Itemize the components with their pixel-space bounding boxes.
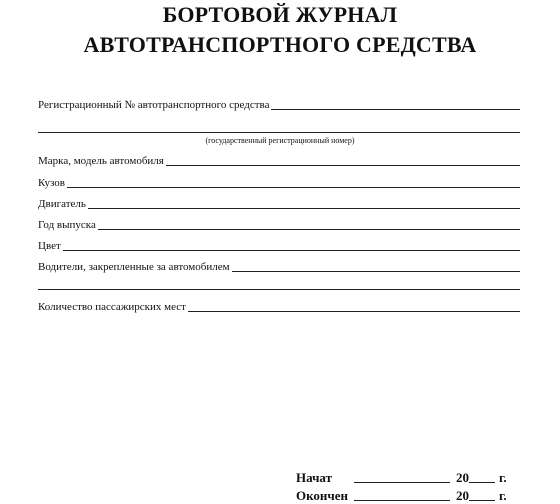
- drivers-blank-2[interactable]: [38, 289, 520, 290]
- seats-blank[interactable]: [188, 299, 520, 312]
- journal-title-line2: АВТОТРАНСПОРТНОГО СРЕДСТВА: [83, 32, 477, 57]
- year-blank[interactable]: [98, 217, 520, 230]
- color-blank[interactable]: [63, 238, 520, 251]
- field-color: [38, 237, 520, 253]
- field-body: [38, 174, 520, 190]
- date-started-blank[interactable]: [354, 469, 450, 483]
- drivers-label: Водители, закрепленные за автомобилем: [38, 261, 230, 273]
- reg-number-blank-2[interactable]: [38, 132, 520, 133]
- reg-number-label: Регистрационный № автотранспортного средства: [38, 99, 270, 111]
- field-seats: [38, 298, 520, 314]
- reg-number-blank[interactable]: [271, 97, 520, 110]
- reg-number-hint: (государственный регистрационный номер): [205, 136, 355, 145]
- make-model-label: Марка, модель автомобиля: [38, 155, 164, 167]
- drivers-blank[interactable]: [232, 259, 520, 272]
- date-finished-year-prefix: 20: [456, 488, 469, 503]
- date-finished-row: [296, 487, 536, 503]
- body-blank[interactable]: [67, 175, 520, 188]
- engine-blank[interactable]: [88, 196, 520, 209]
- date-started-year-prefix: 20: [456, 470, 469, 485]
- date-started-row: [296, 469, 536, 485]
- date-finished-year-suffix: г.: [499, 488, 507, 503]
- date-started-year-blank[interactable]: [469, 469, 495, 483]
- color-label: Цвет: [38, 240, 61, 252]
- field-engine: [38, 195, 520, 211]
- field-reg-number: [38, 96, 520, 112]
- seats-label: Количество пассажирских мест: [38, 301, 186, 313]
- body-label: Кузов: [38, 177, 65, 189]
- date-finished-label: Окончен: [296, 488, 349, 503]
- field-make-model: [38, 152, 520, 168]
- year-label: Год выпуска: [38, 219, 96, 231]
- journal-title-line1: БОРТОВОЙ ЖУРНАЛ: [162, 2, 398, 27]
- date-started-year-suffix: г.: [499, 470, 507, 485]
- make-model-blank[interactable]: [166, 153, 520, 166]
- date-started-label: Начат: [296, 470, 332, 485]
- date-finished-year-blank[interactable]: [469, 487, 495, 501]
- field-year: [38, 216, 520, 232]
- date-finished-blank[interactable]: [354, 487, 450, 501]
- field-drivers: [38, 258, 520, 274]
- engine-label: Двигатель: [38, 198, 86, 210]
